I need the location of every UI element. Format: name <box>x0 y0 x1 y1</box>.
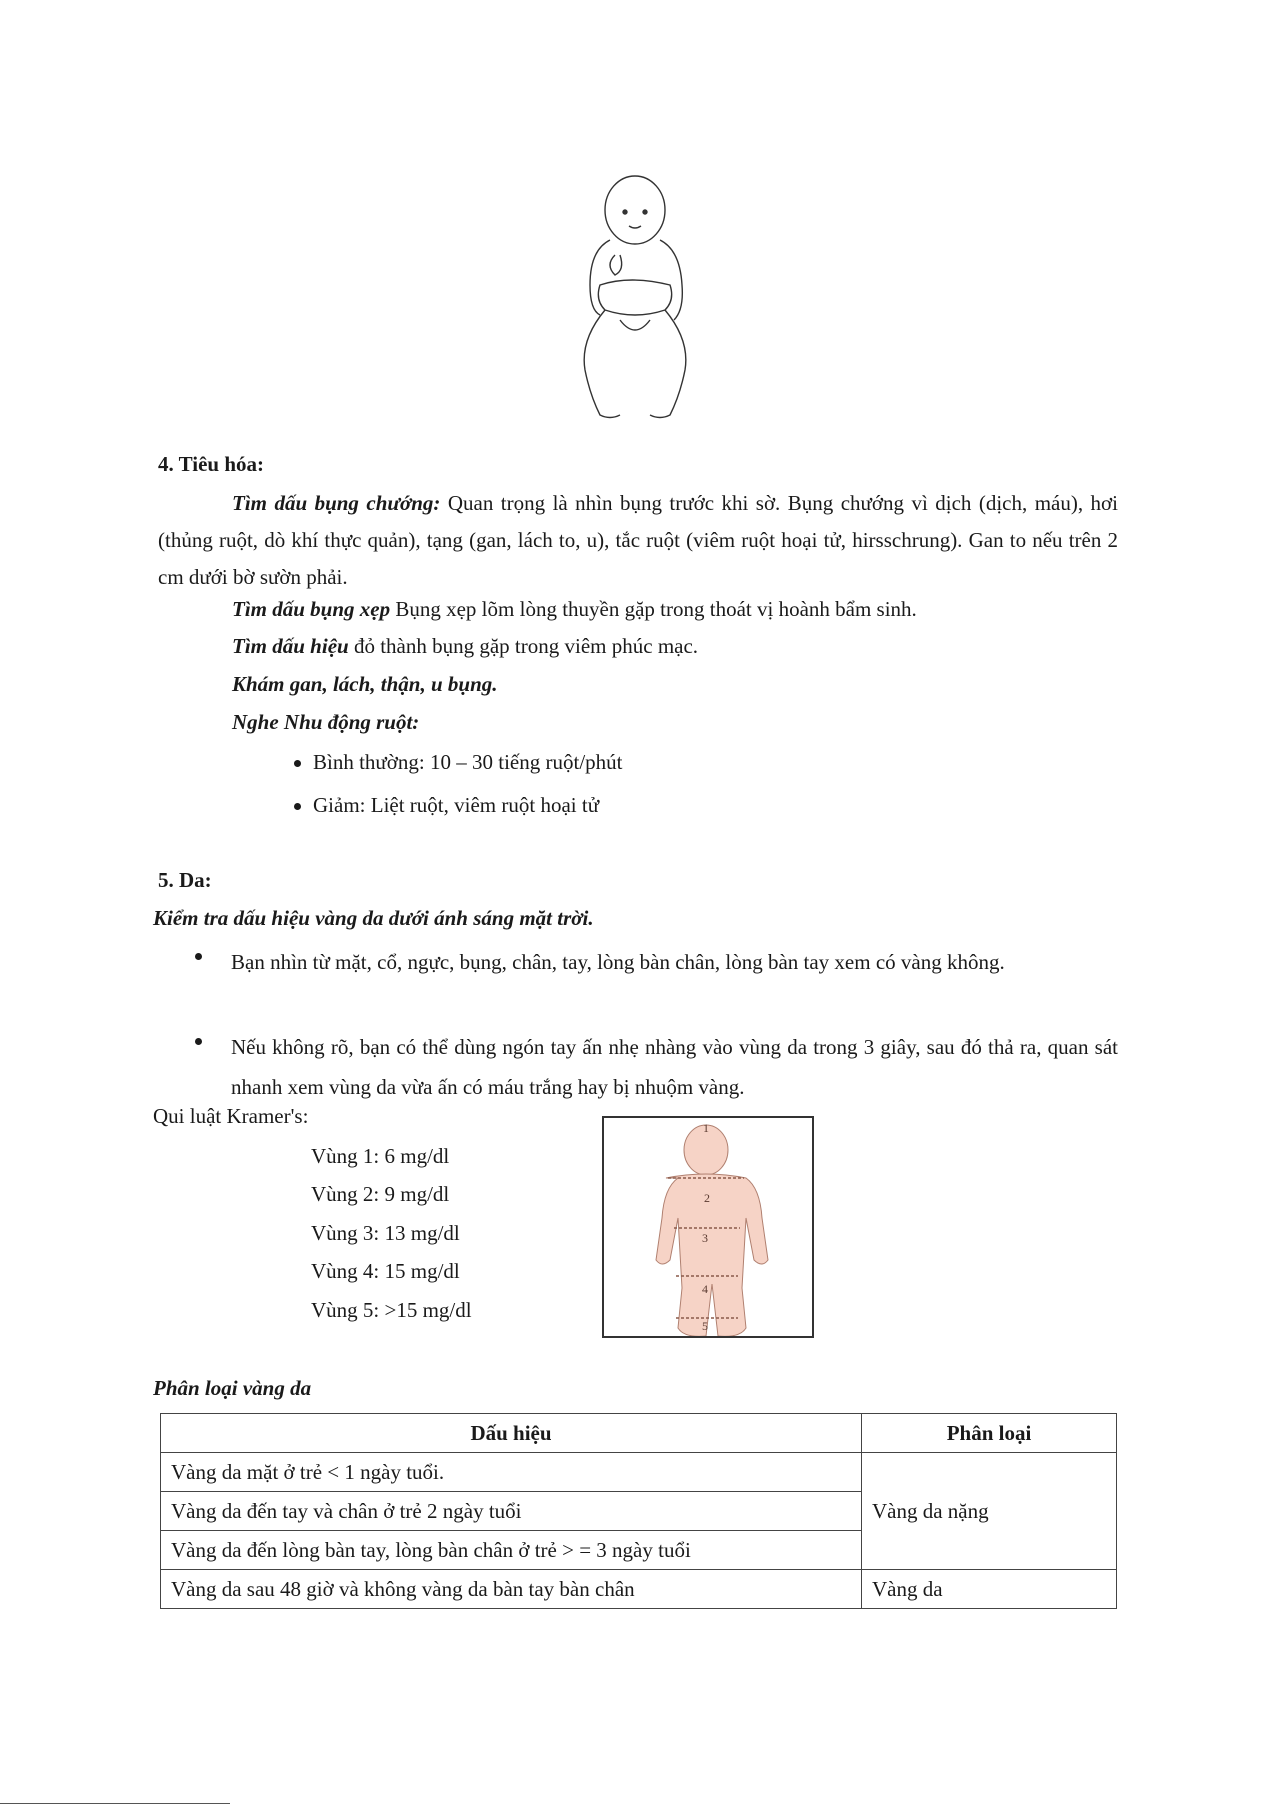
zone-label-2: 2 <box>704 1191 710 1205</box>
sign-cell: Vàng da sau 48 giờ và không vàng da bàn tay bàn chân <box>161 1570 862 1609</box>
p2-text: Bụng xẹp lõm lòng thuyền gặp trong thoát vị hoành bẩm sinh. <box>390 597 917 621</box>
p2-label: Tìm dấu bụng xẹp <box>232 597 391 621</box>
bullet-item: Giảm: Liệt ruột, viêm ruột hoại tử <box>313 793 600 817</box>
kramer-zones-diagram <box>602 1116 814 1338</box>
table-row <box>161 1453 1117 1492</box>
section-4-paragraph-4: Khám gan, lách, thận, u bụng. <box>232 672 498 696</box>
bullet-item: Bạn nhìn từ mặt, cổ, ngực, bụng, chân, tay, lòng bàn chân, lòng bàn tay xem có vàng không. <box>231 950 1005 974</box>
jaundice-classification-table <box>160 1413 1117 1609</box>
kramer-title: Qui luật Kramer's: <box>153 1104 309 1128</box>
table-row <box>161 1570 1117 1609</box>
classification-cell: Vàng da <box>862 1570 1117 1609</box>
bullet-icon <box>195 1038 202 1045</box>
section-4-heading: 4. Tiêu hóa: <box>158 452 265 476</box>
bullet-icon <box>195 953 202 960</box>
header-sign: Dấu hiệu <box>161 1414 862 1453</box>
p1-text: Quan trọng là nhìn bụng trước khi sờ. Bụng chướng vì dịch (dịch, máu), hơi (thủng ruột, dò khí thực quản), tạng (gan, lách to, u), tắc ruột (viêm ruột hoại tử, hirsschrung). Gan to nếu trên 2 cm dưới bờ sườn phải. <box>158 491 1118 589</box>
body-figure <box>604 1118 812 1336</box>
table-header-row <box>161 1414 1117 1453</box>
zone-label-4: 4 <box>702 1282 708 1296</box>
section-4-paragraph-5: Nghe Nhu động ruột: <box>232 710 420 734</box>
classification-title: Phân loại vàng da <box>153 1376 312 1400</box>
bullet-icon <box>294 760 301 767</box>
header-classification: Phân loại <box>862 1414 1117 1453</box>
zone-item: Vùng 3: 13 mg/dl <box>311 1221 460 1245</box>
sign-cell: Vàng da đến lòng bàn tay, lòng bàn chân ở trẻ > = 3 ngày tuổi <box>161 1531 862 1570</box>
sign-cell: Vàng da mặt ở trẻ < 1 ngày tuổi. <box>161 1453 862 1492</box>
section-5-subheading: Kiểm tra dấu hiệu vàng da dưới ánh sáng mặt trời. <box>153 906 594 930</box>
p1-label: Tìm dấu bụng chướng: <box>232 491 441 515</box>
section-4-paragraph-3 <box>232 634 698 659</box>
bullet-item: Bình thường: 10 – 30 tiếng ruột/phút <box>313 750 623 774</box>
baby-abdomen-exam-illustration <box>565 170 715 430</box>
zone-item: Vùng 2: 9 mg/dl <box>311 1182 450 1206</box>
classification-cell: Vàng da nặng <box>862 1453 1117 1570</box>
footer-rule <box>0 1803 230 1804</box>
bullet-icon <box>294 803 301 810</box>
zone-item: Vùng 1: 6 mg/dl <box>311 1144 450 1168</box>
bullet-item: Nếu không rõ, bạn có thể dùng ngón tay ấn nhẹ nhàng vào vùng da trong 3 giây, sau đó thả ra, quan sát nhanh xem vùng da vừa ấn có máu trắng hay bị nhuộm vàng. <box>231 1035 1118 1099</box>
p3-text: đỏ thành bụng gặp trong viêm phúc mạc. <box>348 634 699 658</box>
zone-item: Vùng 4: 15 mg/dl <box>311 1259 460 1283</box>
section-5-heading: 5. Da: <box>158 868 212 892</box>
section-4-paragraph-2 <box>232 597 917 622</box>
zone-label-1: 1 <box>703 1121 709 1135</box>
zone-item: Vùng 5: >15 mg/dl <box>311 1298 472 1322</box>
p3-label: Tìm dấu hiệu <box>232 634 349 658</box>
zone-label-3: 3 <box>702 1231 708 1245</box>
zone-label-5: 5 <box>702 1319 708 1333</box>
sign-cell: Vàng da đến tay và chân ở trẻ 2 ngày tuổi <box>161 1492 862 1531</box>
section-4-paragraph-1 <box>158 485 1118 596</box>
